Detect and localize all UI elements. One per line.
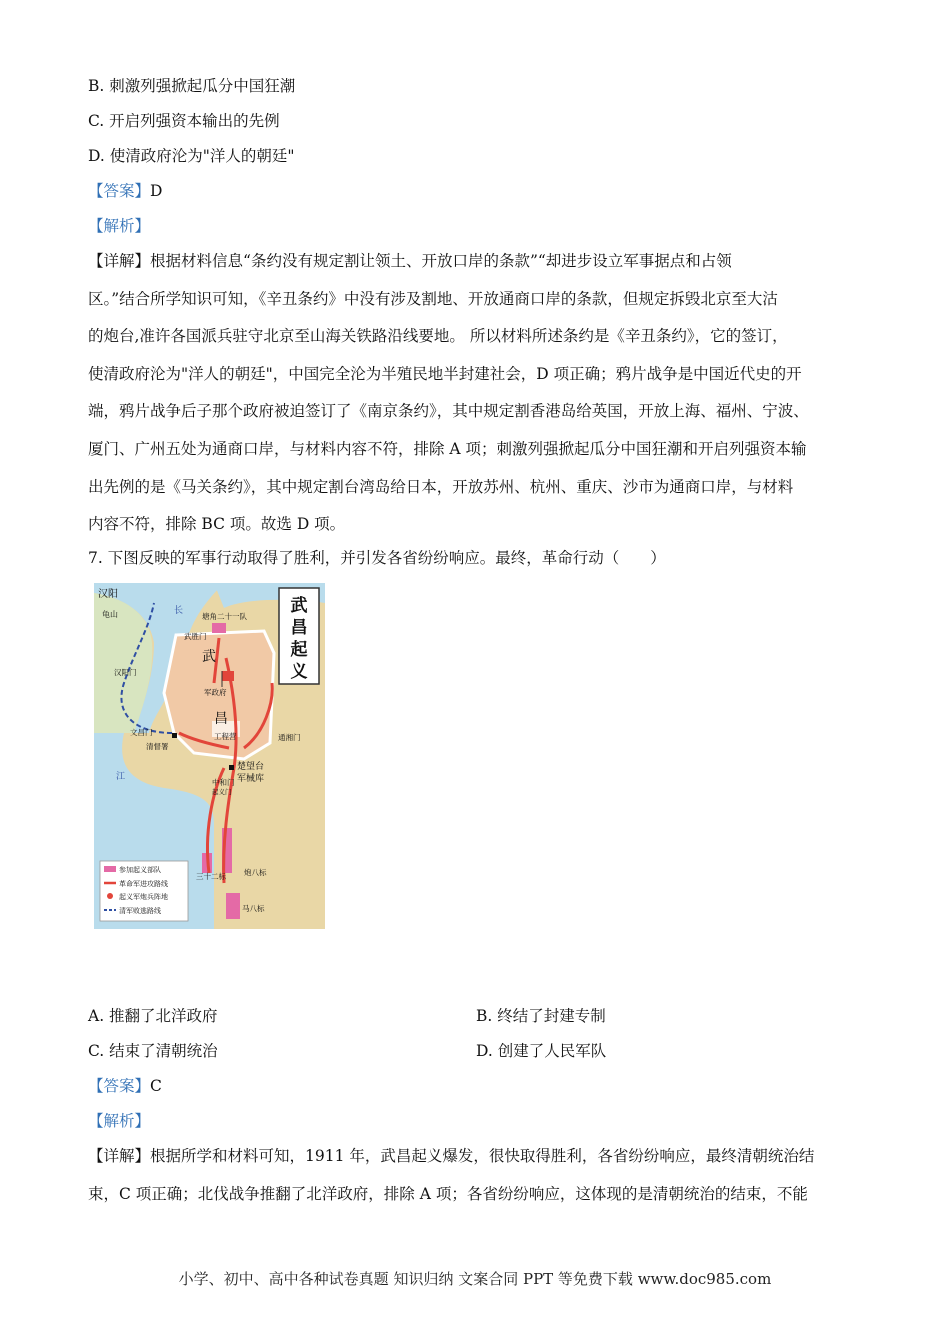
question-7-stem: 7. 下图反映的军事行动取得了胜利，并引发各省纷纷响应。最终，革命行动（ ） — [88, 549, 666, 567]
label-junxieku: 军械库 — [237, 774, 265, 784]
detail-line: 出先例的是《马关条约》，其中规定割台湾岛给日本，开放苏州、杭州、重庆、沙市为通商口岸，与材料 — [88, 477, 794, 496]
label-sanshierbiao: 三十二标 — [196, 872, 226, 881]
legend-item: 革命军进攻路线 — [119, 880, 168, 888]
answer-row — [88, 1076, 162, 1096]
legend-item: 清军败逃路线 — [119, 907, 161, 915]
wuchang-uprising-map — [94, 583, 325, 929]
detail-line: 使清政府沦为"洋人的朝廷"，中国完全沦为半殖民地半封建社会，D 项正确；鸦片战争是中国近代史的开 — [88, 364, 802, 383]
troop-marker — [226, 893, 240, 919]
legend-item: 参加起义部队 — [119, 866, 161, 874]
detail-line: 内容不符，排除 BC 项。故选 D 项。 — [88, 515, 346, 534]
answer-tag: 【答案】 — [88, 1077, 151, 1095]
legend-artillery-icon — [107, 893, 113, 899]
label-gongchengying: 工程营 — [214, 732, 237, 741]
qingdushu-marker — [172, 733, 177, 738]
detail-paragraph-prev — [88, 243, 868, 544]
answer-tag: 【答案】 — [88, 182, 151, 200]
page-footer: 小学、初中、高中各种试卷真题 知识归纳 文案合同 PPT 等免费下载 www.doc985.com — [178, 1270, 772, 1288]
answer-value: D — [150, 182, 163, 200]
detail-line: 【详解】根据材料信息“条约没有规定割让领土、开放口岸的条款”“却进步设立军事据点和占领 — [88, 252, 732, 270]
label-hanyang: 汉阳 — [98, 589, 118, 600]
label-jiang: 江 — [116, 772, 126, 782]
option-a: A. 推翻了北洋政府 — [88, 1007, 218, 1025]
option-b: B. 终结了封建专制 — [476, 1007, 606, 1025]
label-junzhengfu: 军政府 — [204, 688, 227, 697]
answer-row-prev — [88, 181, 162, 201]
label-wushengmen: 武胜门 — [184, 632, 207, 641]
detail-line: 的炮台,准许各国派兵驻守北京至山海关铁路沿线要地。 所以材料所述条约是《辛丑条约》，它的签订， — [88, 327, 788, 346]
map-title-char: 昌 — [290, 618, 308, 638]
option-c-prev: C. 开启列强资本输出的先例 — [88, 112, 280, 130]
label-chang2: 昌 — [214, 711, 228, 727]
detail-line: 端，鸦片战争后子那个政府被迫签订了《南京条约》，其中规定割香港岛给英国，开放上海、福州、宁波、 — [88, 402, 809, 421]
map-title-char: 武 — [290, 596, 308, 616]
detail-line: 厦门、广州五处为通商口岸，与材料内容不符，排除 A 项；刺激列强掀起瓜分中国狂潮和开启列强资本输 — [88, 439, 807, 458]
label-chang: 长 — [174, 606, 184, 616]
label-qingdushu: 清督署 — [146, 742, 169, 751]
legend-item: 起义军炮兵阵地 — [119, 893, 168, 901]
chuwangtai-marker — [229, 765, 234, 770]
label-qiyimen: 起义门 — [212, 788, 232, 796]
detail-line: 束，C 项正确；北伐战争推翻了北洋政府，排除 A 项；各省纷纷响应，这体现的是清朝统治的结束，不能 — [88, 1184, 808, 1203]
option-d-prev: D. 使清政府沦为"洋人的朝廷" — [88, 147, 295, 165]
label-hanyangmen: 汉阳门 — [114, 668, 137, 677]
detail-line: 【详解】根据所学和材料可知，1911 年，武昌起义爆发，很快取得胜利，各省纷纷响应，最终清朝统治结 — [88, 1147, 815, 1165]
label-wenchangmen: 文昌门 — [130, 728, 153, 737]
option-d: D. 创建了人民军队 — [476, 1042, 607, 1060]
label-zhonghemen: 中和门 — [212, 778, 235, 787]
label-chuwangtai: 楚望台 — [237, 762, 265, 772]
label-pao8biao: 炮八标 — [244, 868, 267, 877]
legend-troops-icon — [104, 866, 116, 872]
flag-icon — [222, 671, 234, 681]
analysis-tag: 【解析】 — [88, 1112, 151, 1130]
detail-line: 区。”结合所学知识可知，《辛丑条约》中没有涉及割地、开放通商口岸的条款，但规定拆毁北京至大沽 — [88, 289, 778, 308]
detail-paragraph — [88, 1138, 868, 1213]
label-guishan: 龟山 — [102, 610, 118, 619]
map-title-char: 起 — [290, 640, 308, 660]
option-c: C. 结束了清朝统治 — [88, 1042, 218, 1060]
label-tongxiangmen: 通湘门 — [278, 733, 301, 742]
map-title-char: 义 — [290, 662, 308, 682]
label-tangjiao: 塘角二十一队 — [202, 612, 247, 621]
label-wu: 武 — [202, 649, 216, 665]
option-b-prev: B. 刺激列强掀起瓜分中国狂潮 — [88, 77, 296, 95]
answer-value: C — [150, 1077, 162, 1095]
troop-marker — [212, 623, 226, 633]
analysis-tag-prev: 【解析】 — [88, 217, 151, 235]
label-ma8biao: 马八标 — [242, 904, 265, 913]
